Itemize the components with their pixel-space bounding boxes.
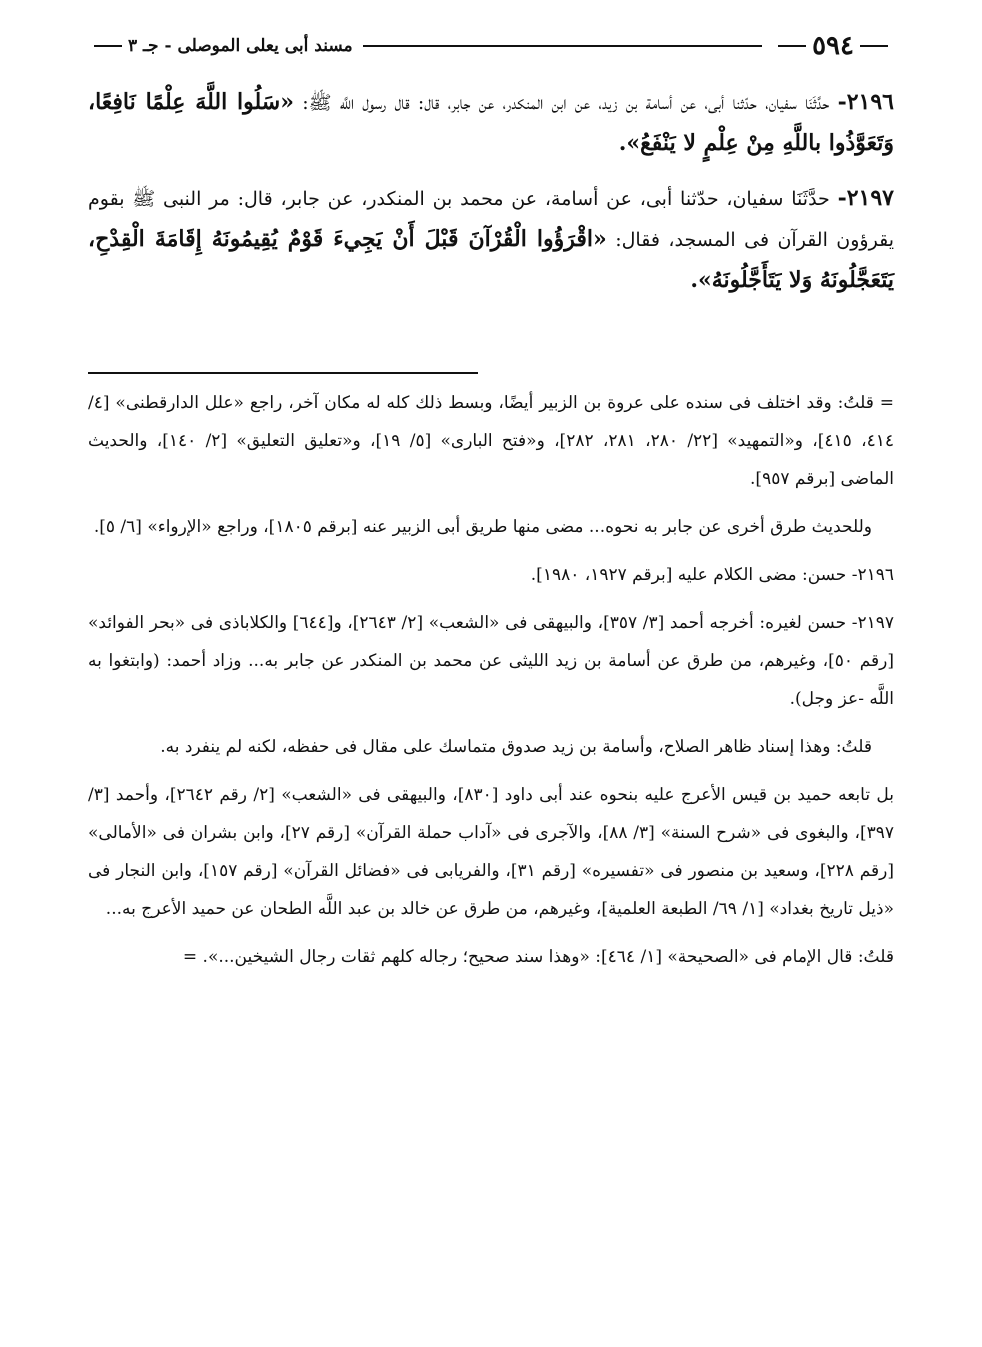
hadith-matn: «اقْرَؤُوا الْقُرْآنَ قَبْلَ أَنْ يَجِيءَ قَوْمٌ يُقِيمُونَهُ إِقَامَةَ الْقِدْحِ، يَتَعَجَّلُونَهُ وَلا يَتَأَجَّلُونَهُ». [88,226,894,293]
running-title: مسند أبى يعلى الموصلى - جـ ٣ [128,36,353,56]
hadith-isnad: حدَّثَنَا سفيان، حدّثنا أبى، عن أسامة، عن محمد بن المنكدر، عن جابر، قال: مر النبى ﷺ بقوم يقرؤون القرآن فى المسجد، فقال: [88,188,894,251]
footnote-paragraph: ٢١٩٧- حسن لغيره: أخرجه أحمد [٣/ ٣٥٧]، والبيهقى فى «الشعب» [٢/ ٢٦٤٣]، و[٦٤٤] والكلاباذى فى «بحر الفوائد» [رقم ٥٠]، وغيرهم، من طرق عن أسامة بن زيد الليثى عن محمد بن المنكدر عن جابر به... وزاد أحمد: (وابتغوا به اللَّه -عز وجل). [88,613,895,709]
header-dash [94,45,122,47]
footnote-paragraph: ٢١٩٦- حسن: مضى الكلام عليه [برقم ١٩٢٧، ١٩٨٠]. [530,565,894,585]
hadith-2197 [88,178,894,301]
header-rule [363,45,762,47]
footnote-paragraph: بل تابعه حميد بن قيس الأعرج عليه بنحوه عند أبى داود [٨٣٠]، والبيهقى فى «الشعب» [٢/ رقم ٢٦٤٢]، وأحمد [٣/ ٣٩٧]، والبغوى فى «شرح السنة» [٣/ ٨٨]، والآجرى فى «آداب حملة القرآن» [رقم ٢٧]، وابن بشران فى «الأمالى» [رقم ٢٢٨]، وسعيد بن منصور فى «تفسيره» [رقم ٣١]، والفريابى فى «فضائل القرآن» [رقم ١٥٧]، وابن النجار فى «ذيل تاريخ بغداد» [١/ ٦٩/ الطبعة العلمية]، وغيرهم، من طرق عن خالد بن عبد اللَّه الطحان عن حميد الأعرج به... [88,785,895,919]
header-dash [778,45,806,47]
hadith-2196 [88,82,894,164]
footnotes [88,384,894,986]
running-header [88,28,894,64]
header-dash [860,45,888,47]
footnote-separator [88,372,478,374]
footnote-paragraph: وللحديث طرق أخرى عن جابر به نحوه... مضى منها طريق أبى الزبير عنه [برقم ١٨٠٥]، وراجع «الإرواء» [٦/ ٥]. [93,517,872,537]
hadith-number: ٢١٩٦- [837,89,894,115]
footnote-paragraph: قلتُ: قال الإمام فى «الصحيحة» [١/ ٤٦٤]: «وهذا سند صحيح؛ رجاله كلهم ثقات رجال الشيخين...». = [182,947,894,967]
footnote-paragraph: قلتُ: وهذا إسناد ظاهر الصلاح، وأسامة بن زيد صدوق متماسك على مقال فى حفظه، لكنه لم ينفرد به. [160,737,872,757]
hadith-number: ٢١٩٧- [837,185,894,211]
hadith-body [88,82,894,315]
hadith-isnad: حدَّثَنَا سفيان، حدّثنا أبى، عن أسامة بن زيد، عن ابن المنكدر، عن جابر، قال: قال رسول اللَّه ﷺ: [302,92,830,114]
hadith-matn: «سَلُوا اللَّهَ عِلْمًا نَافِعًا، وَتَعَوَّذُوا باللَّهِ مِنْ عِلْمٍ لا يَنْفَعُ». [88,89,894,156]
page-number: ٥٩٤ [812,31,854,61]
footnote-paragraph: = قلتُ: وقد اختلف فى سنده على عروة بن الزبير أيضًا، وبسط ذلك كله له مكان آخر، راجع «علل الدارقطنى» [٤/ ٤١٤، ٤١٥]، و«التمهيد» [٢٢/ ٢٨٠، ٢٨١، ٢٨٢]، و«فتح البارى» [٥/ ١٩]، و«تعليق التعليق» [٢/ ١٤٠]، والحديث الماضى [برقم ٩٥٧]. [88,393,895,489]
